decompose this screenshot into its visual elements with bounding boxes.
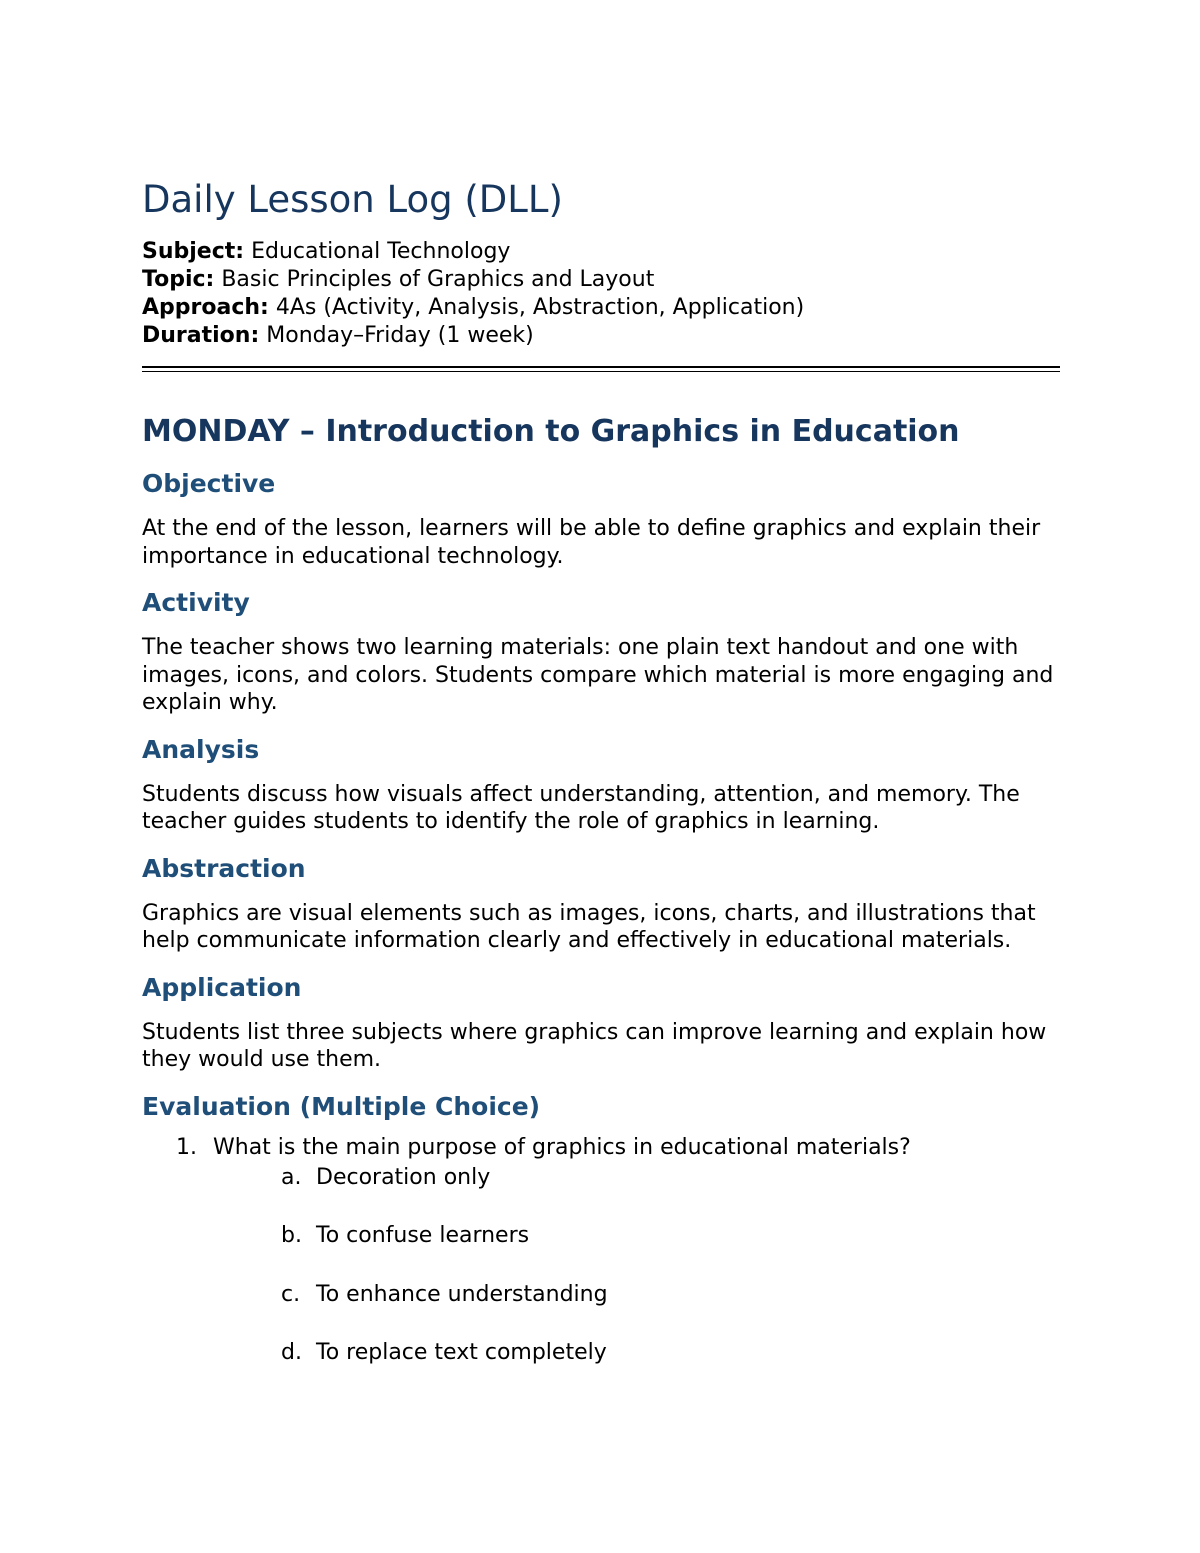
question-text: What is the main purpose of graphics in educational materials? [213,1134,911,1160]
meta-topic [142,266,1060,294]
section-heading-analysis: Analysis [142,734,260,764]
option-text: To enhance understanding [316,1281,608,1307]
meta-label: Subject: [142,239,245,264]
option-item [176,1221,1060,1280]
section-heading-activity: Activity [142,588,250,617]
option-text: To replace text completely [316,1340,607,1365]
meta-value: Monday–Friday (1 week) [266,323,534,348]
section-body-application: Students list three subjects where graphics can improve learning and explain how they would use them. [142,1019,1047,1072]
section-heading-abstraction: Abstraction [142,853,306,883]
meta-label: Approach: [142,295,269,320]
section-body-analysis: Students discuss how visuals affect understanding, attention, and memory. The teacher guides students to identify the role of graphics in learning. [142,781,1020,834]
horizontal-divider [142,366,1060,372]
meta-value: Educational Technology [251,239,511,264]
day-title: MONDAY – Introduction to Graphics in Education [142,414,960,449]
section-body-objective: At the end of the lesson, learners will be able to define graphics and explain their importance in educational technology. [142,516,1041,569]
meta-approach [142,294,1060,322]
meta-label: Duration: [142,323,260,348]
option-list [176,1163,1060,1397]
meta-subject [142,238,1060,266]
section-heading-objective: Objective [142,469,276,498]
monday-lesson [142,412,1060,1397]
question-list [142,1133,1060,1397]
lesson-meta [142,238,1060,350]
question-item [142,1133,1060,1397]
option-letter: c. [281,1281,301,1307]
meta-value: 4As (Activity, Analysis, Abstraction, Application) [275,295,805,320]
document-title: Daily Lesson Log (DLL) [142,178,563,221]
section-body-abstraction: Graphics are visual elements such as images, icons, charts, and illustrations that help communicate information clearly and effectively in educational materials. [142,900,1036,953]
section-heading-application: Application [142,972,302,1002]
section-heading-evaluation: Evaluation (Multiple Choice) [142,1091,541,1121]
option-letter: b. [281,1223,302,1248]
option-text: Decoration only [316,1164,491,1190]
option-text: To confuse learners [316,1223,530,1248]
meta-value: Basic Principles of Graphics and Layout [221,267,655,292]
option-letter: a. [281,1164,302,1190]
option-letter: d. [281,1340,302,1365]
question-number: 1. [176,1134,197,1160]
option-item [176,1163,1060,1222]
option-item [176,1280,1060,1339]
meta-duration [142,322,1060,350]
meta-label: Topic: [142,267,215,292]
section-body-activity: The teacher shows two learning materials: one plain text handout and one with images, icons, and colors. Students compare which material is more engaging and explain why. [142,635,1054,715]
option-item [176,1338,1060,1397]
